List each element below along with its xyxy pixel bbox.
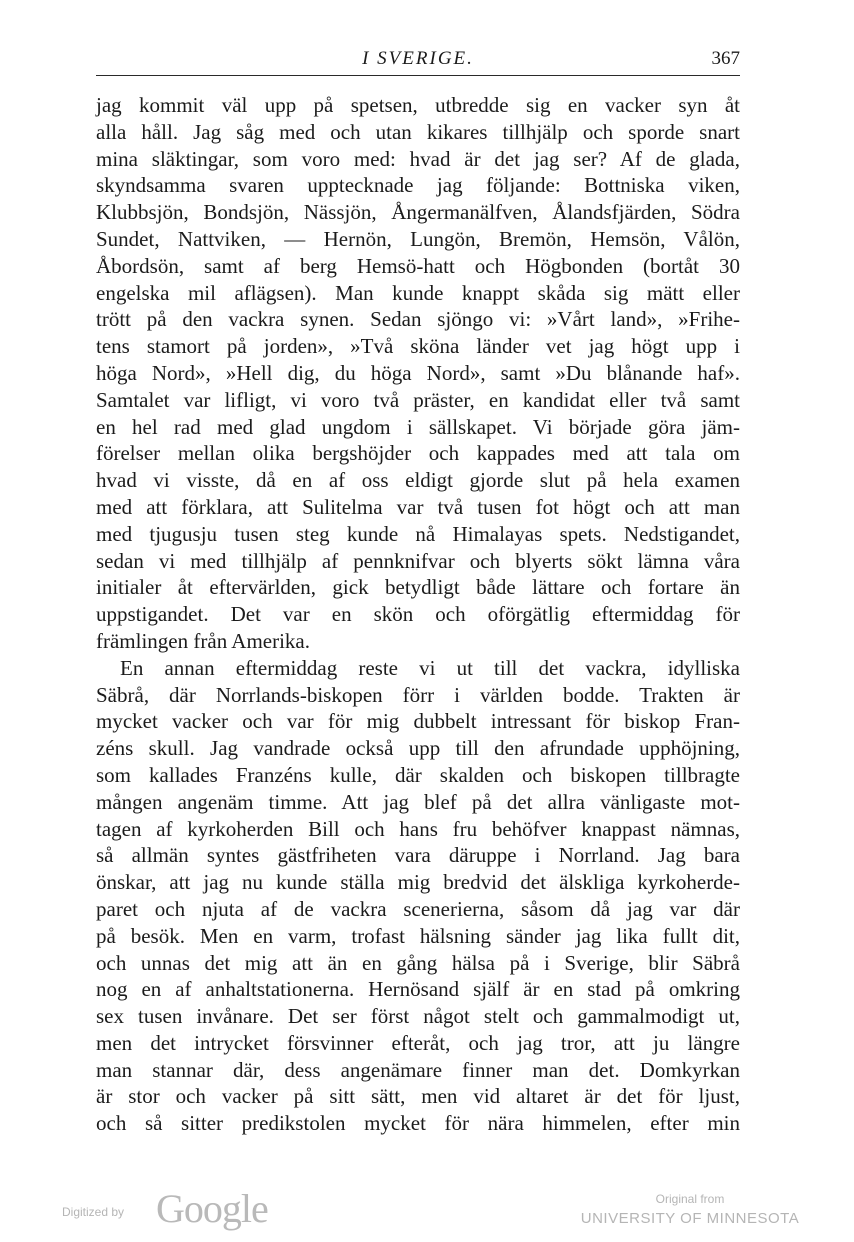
- text-line: mina släktingar, som voro med: hvad är det jag ser? Af de glada,: [96, 146, 740, 171]
- page-header: [96, 46, 740, 76]
- text-line: så allmän syntes gästfriheten vara däruppe i Norrland. Jag bara: [96, 843, 740, 868]
- text-line: uppstigandet. Det var en skön och oförgätlig eftermiddag för: [96, 602, 740, 627]
- text-line: jag kommit väl upp på spetsen, utbredde sig en vacker syn åt: [96, 93, 740, 117]
- body-text: [96, 92, 740, 1137]
- text-line: förelser mellan olika bergshöjder och kappades med att tala om: [96, 441, 740, 466]
- text-line: mången angenäm timme. Att jag blef på det allra vänligaste mot-: [96, 789, 740, 814]
- page-number: 367: [711, 48, 740, 69]
- text-line: alla håll. Jag såg med och utan kikares tillhjälp och sporde snart: [96, 119, 740, 144]
- digitized-by-label: Digitized by: [62, 1205, 125, 1219]
- text-line: zéns skull. Jag vandrade också upp till den afrundade upphöjning,: [96, 736, 740, 761]
- text-line: sedan vi med tillhjälp af pennknifvar och blyerts sökt lämna våra: [96, 548, 740, 573]
- text-line: skyndsamma svaren upptecknade jag följande: Bottniska viken,: [96, 173, 740, 198]
- text-line: tens stamort på jorden», »Två sköna länder vet jag högt upp i: [96, 334, 740, 359]
- text-line: på besök. Men en varm, trofast hälsning sänder jag lika fullt dit,: [96, 923, 740, 948]
- text-line: mycket vacker och var för mig dubbelt intressant för biskop Fran-: [96, 709, 740, 734]
- paragraph-end-line: främlingen från Amerika.: [96, 628, 310, 653]
- text-line: paret och njuta af de vackra scenerierna, såsom då jag var där: [96, 896, 740, 921]
- text-line: sex tusen invånare. Det ser först något stelt och gammalmodigt ut,: [96, 1004, 740, 1029]
- text-line: och så sitter predikstolen mycket för nära himmelen, efter min: [96, 1111, 740, 1136]
- text-line: Säbrå, där Norrlands-biskopen förr i världen bodde. Trakten är: [96, 682, 740, 707]
- text-line: Sundet, Nattviken, — Hernön, Lungön, Bremön, Hemsön, Vålön,: [96, 226, 740, 251]
- text-line: och unnas det mig att än en gång hälsa på i Sverige, blir Säbrå: [96, 950, 740, 975]
- running-head: I SVERIGE.: [362, 48, 474, 69]
- text-line: trött på den vackra synen. Sedan sjöngo vi: »Vårt land», »Frihe-: [96, 307, 740, 332]
- text-line: höga Nord», »Hell dig, du höga Nord», samt »Du blånande haf».: [96, 360, 740, 385]
- google-logo: Google: [156, 1186, 268, 1231]
- text-line: Klubbsjön, Bondsjön, Nässjön, Ångermanälfven, Ålandsfjärden, Södra: [96, 200, 740, 225]
- text-line: engelska mil aflägsen). Man kunde knappt skåda sig mätt eller: [96, 280, 740, 305]
- source-attribution: [560, 1192, 820, 1227]
- header-rule: [96, 75, 740, 76]
- text-line: en hel rad med glad ungdom i sällskapet. Vi började göra jäm-: [96, 414, 740, 439]
- text-line: Samtalet var lifligt, vi voro två präster, en kandidat eller två samt: [96, 387, 740, 412]
- text-line: med tjugusju tusen steg kunde nå Himalayas spets. Nedstigandet,: [96, 521, 740, 546]
- text-line: initialer åt eftervärlden, gick betydligt både lättare och fortare än: [96, 575, 740, 600]
- text-line: men det intrycket försvinner efteråt, och jag tror, att ju längre: [96, 1030, 740, 1055]
- original-from-label: Original from: [655, 1192, 725, 1206]
- text-line: som kallades Franzéns kulle, där skalden och biskopen tillbragte: [96, 762, 740, 787]
- text-line: tagen af kyrkoherden Bill och hans fru behöfver knappast nämnas,: [96, 816, 740, 841]
- text-line: man stannar där, dess angenämare finner man det. Domkyrkan: [96, 1057, 740, 1082]
- text-line: önskar, att jag nu kunde ställa mig bredvid det älskliga kyrkoherde-: [96, 870, 740, 895]
- university-name: UNIVERSITY OF MINNESOTA: [580, 1210, 800, 1227]
- text-line: nog en af anhaltstationerna. Hernösand själf är en stad på omkring: [96, 977, 740, 1002]
- text-line: Åbordsön, samt af berg Hemsö-hatt och Högbonden (bortåt 30: [96, 253, 740, 278]
- text-line: är stor och vacker på sitt sätt, men vid altaret är det för ljust,: [96, 1084, 740, 1109]
- text-line: med att förklara, att Sulitelma var två tusen fot högt och att man: [96, 494, 740, 519]
- paragraph-start-line: En annan eftermiddag reste vi ut till det vackra, idylliska: [120, 655, 740, 680]
- text-line: hvad vi visste, då en af oss eldigt gjorde slut på hela examen: [96, 468, 740, 493]
